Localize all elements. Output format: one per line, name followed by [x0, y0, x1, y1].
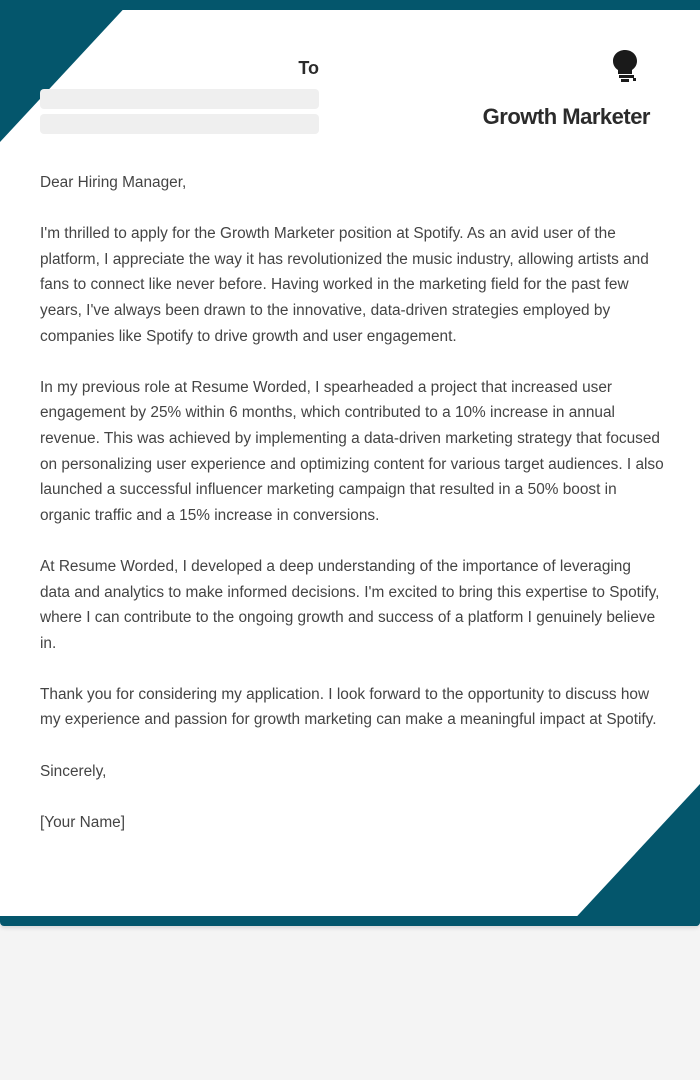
recipient-placeholder-line-2 [40, 114, 319, 134]
letter-paragraph-1: I'm thrilled to apply for the Growth Marketer position at Spotify. As an avid user of the platform, I appreciate the way it has revolutionized the music industry, allowing artists and fans to connect like never before. Having worked in the marketing field for the past few years, I've always been drawn to the innovative, data-driven strategies employed by companies like Spotify to drive growth and user engagement. [40, 225, 649, 345]
letter-body [40, 170, 665, 861]
letter-closing: Sincerely, [40, 762, 107, 780]
letter-signature: [Your Name] [40, 813, 125, 831]
letter-paragraph-3: At Resume Worded, I developed a deep understanding of the importance of leveraging data and analytics to make informed decisions. I'm excited to bring this expertise to Spotify, where I can contribute to the ongoing growth and success of a platform I genuinely believe in. [40, 557, 660, 652]
bottom-accent-bar [0, 916, 700, 926]
letter-salutation: Dear Hiring Manager, [40, 174, 187, 191]
recipient-to-label: To [298, 58, 319, 78]
letter-paragraph-2: In my previous role at Resume Worded, I spearheaded a project that increased user engagement by 25% within 6 months, which contributed to a 10% increase in annual revenue. This was achieved by implementing a data-driven marketing strategy that focused on personalizing user experience and optimizing content for various target audiences. I also launched a successful influencer marketing campaign that resulted in a 50% boost in organic traffic and a 15% increase in conversions. [40, 378, 664, 524]
job-title-heading: Growth Marketer [482, 104, 650, 129]
letter-paragraph-4: Thank you for considering my application. I look forward to the opportunity to discuss how my experience and passion for growth marketing can make a meaningful impact at Spotify. [40, 685, 657, 729]
lightbulb-icon [611, 48, 639, 84]
recipient-placeholder-line-1 [40, 89, 319, 109]
